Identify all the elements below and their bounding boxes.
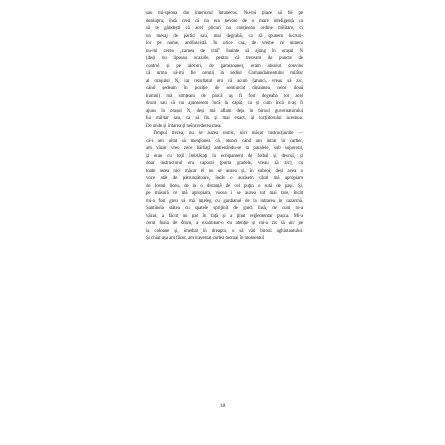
text-line: deasupra, însă cred că nu era nevoie de o mare inteligență ca [146, 18, 303, 24]
text-line: (deși nu lipseau ocaziile, pentru că treceam de puncte de [146, 56, 303, 61]
text-line: când ședeam în poziție de semiurcat dinaintea celor două [146, 86, 303, 91]
text-line: și erau cu toții îmbrăcați în echipament de fotbal și descul, și [146, 153, 303, 159]
text-line: Și chiar așa am făcut, am traversat curtea tocmai în momentul [146, 236, 264, 241]
text-line: drum sau că nu ajunsesem încă la capăt, ca și cum încă n-aș fi [146, 101, 303, 106]
text-line: sau mi-spiona din interiorul întunecos. Nu-mi place să fie pe [146, 11, 303, 16]
text-line: al orașului N, iar rezultatul era că acum (atunci, vreau să zic, [146, 78, 303, 84]
text-line: pe măsură ce mă apropiam, vocea i se auzea tot mai tare, încât [146, 191, 303, 196]
text-line: cerut foaia de drum, a examinat-o cu atenție și mi-a zis să urc pe [146, 221, 303, 226]
text-line: că urma să-mi fie cerută la sediul Comandamentului militar [146, 71, 303, 76]
text-line: lor pe nume, antifascistă. În orice caz, de vreme ce nimeni [146, 41, 303, 46]
text-line: voce atât de pătrunzătoare, încât o auzisem când mă apropiam [146, 176, 303, 181]
text-line: De unde și iritarea și neîncrederea mea. [146, 123, 222, 129]
text-line: că-i am uitat să menționez că, atunci când am intrat în cartier, [146, 138, 303, 144]
page-number: 18 [219, 403, 226, 409]
text-line: control și pe alocuri, de garnizoane), eram absolut convins [146, 63, 303, 69]
text-line: lui militar sau, ca să fiu și mai exact, al locțiitorului acestuia. [146, 116, 303, 121]
text-line: am văzut vreo zece bărbați antrenându-se la paralele, sub soporom, [146, 146, 303, 151]
text-line: mi-a fost greu să mă înțeleg cu gardianul de la intrarea în cazarmă. [146, 198, 303, 204]
text-line: Timpul trecea, nu se auzea nimic, nici măcar instrucțiunile — [153, 131, 303, 136]
text-line: Santinela stătea cu spatele sprijinit de gard, însă, de cum m-a [146, 206, 303, 211]
text-line: doar instructorul era caporal (purta gradele, vreau să zic), cu [146, 161, 303, 166]
text-line: la coloane și, imediat în dreapta, o să văd biroul aghiotantului. [146, 228, 303, 234]
text-line: toate astea nici măcar el nu se auzea și, în subsol, deși avea o [146, 168, 303, 174]
text-line: nu-mi cerea „carnea de vită” înainte să ajung în orașul N [146, 48, 303, 54]
body-text [146, 10, 303, 243]
text-line: de fostul liceu, de la o distanță de cel puțin o sută de pași. Și, [146, 183, 303, 189]
text-line: să te gândești că acel plicuri nu conțineau ordine militare, ci [146, 26, 303, 31]
text-line: ajuns în orașul N, deși mă aflam deja în biroul guvernatorului [146, 108, 303, 114]
text-line: văzut, a făcut un pas în față și a ținut reglementar pușca. Mi-a [146, 213, 303, 219]
text-line: lumini) mă simțeam de parcă aș fi fost degeaba tot acel [146, 93, 303, 99]
text-line: un mesaj de partid sau, mai degrabă, ca să spunem lucruri- [146, 33, 303, 39]
